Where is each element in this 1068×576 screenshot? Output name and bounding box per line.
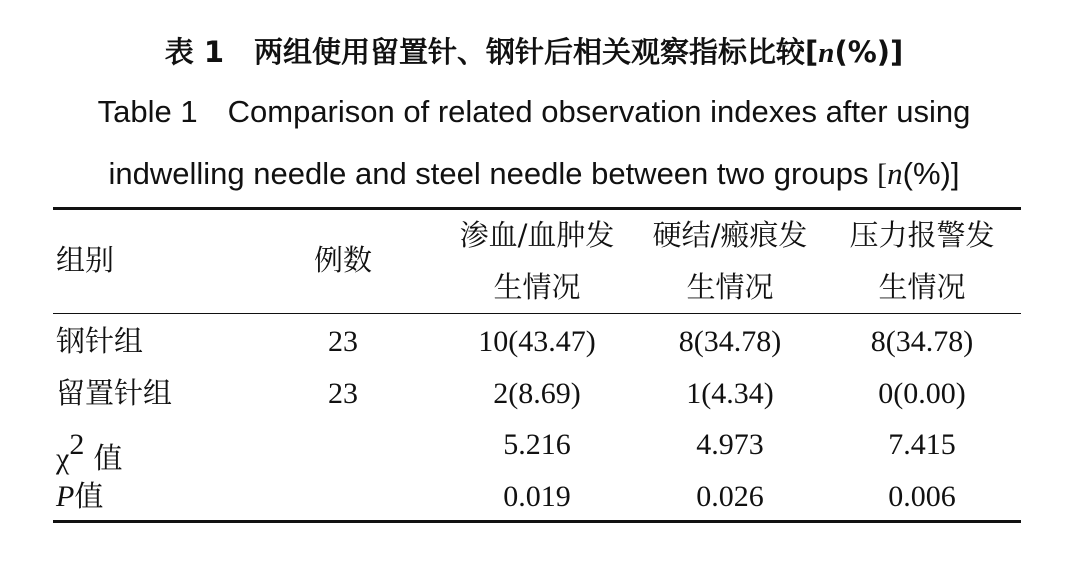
header-col3-line1: 压力报警发	[849, 218, 995, 252]
chi-symbol: χ	[56, 442, 70, 475]
header-col1-line1: 渗血/血肿发	[459, 218, 615, 252]
p-col2: 0.026	[696, 480, 764, 513]
caption-zh-title: 两组使用留置针、钢针后相关观察指标比较	[254, 35, 806, 69]
caption-en-label: Table 1	[97, 94, 198, 129]
header-col3-line2: 生情况	[878, 270, 966, 304]
caption-english-line1	[0, 94, 1068, 130]
caption-zh-suffix-close: (%)]	[834, 35, 904, 69]
chi-suffix: 值	[93, 441, 123, 475]
p-col3: 0.006	[888, 480, 956, 513]
caption-en-line2-text: indwelling needle and steel needle between two groups	[108, 156, 869, 191]
header-col2-line2: 生情况	[686, 270, 774, 304]
table-bottom-rule	[53, 520, 1021, 523]
chi-col3: 7.415	[888, 428, 956, 461]
p-symbol: P	[56, 480, 75, 513]
caption-chinese	[0, 30, 1068, 71]
row1-col2: 8(34.78)	[678, 325, 782, 358]
chi-col2: 4.973	[696, 428, 764, 461]
chi-label	[56, 430, 123, 474]
header-group: 组别	[56, 243, 115, 277]
header-col2-line1: 硬结/瘢痕发	[652, 218, 808, 252]
header-cases: 例数	[313, 243, 373, 277]
row1-cases: 23	[328, 325, 358, 358]
caption-en-suffix-open: [	[877, 158, 888, 191]
caption-en-line1-text: Comparison of related observation indexes after using	[227, 94, 971, 129]
row2-label: 留置针组	[56, 376, 173, 410]
chi-sup: 2	[69, 428, 85, 461]
caption-zh-label: 表 1	[164, 35, 225, 69]
p-label	[56, 479, 104, 513]
header-col1-line2: 生情况	[493, 270, 581, 304]
chi-col1: 5.216	[503, 428, 571, 461]
table-top-rule	[53, 207, 1021, 210]
caption-en-suffix-close: (%)]	[902, 156, 960, 191]
row2-col3: 0(0.00)	[878, 377, 966, 410]
p-suffix: 值	[74, 479, 104, 513]
row1-col1: 10(43.47)	[478, 325, 596, 358]
caption-en-n: n	[887, 156, 903, 191]
caption-zh-suffix-open: [	[805, 35, 819, 69]
row2-col1: 2(8.69)	[493, 377, 581, 410]
table-header-rule	[53, 313, 1021, 314]
row2-col2: 1(4.34)	[686, 377, 774, 410]
caption-english-line2	[0, 156, 1068, 192]
row2-cases: 23	[328, 377, 358, 410]
p-col1: 0.019	[503, 480, 571, 513]
row1-col3: 8(34.78)	[870, 325, 974, 358]
row1-label: 钢针组	[56, 324, 144, 358]
caption-zh-n: n	[818, 37, 835, 69]
